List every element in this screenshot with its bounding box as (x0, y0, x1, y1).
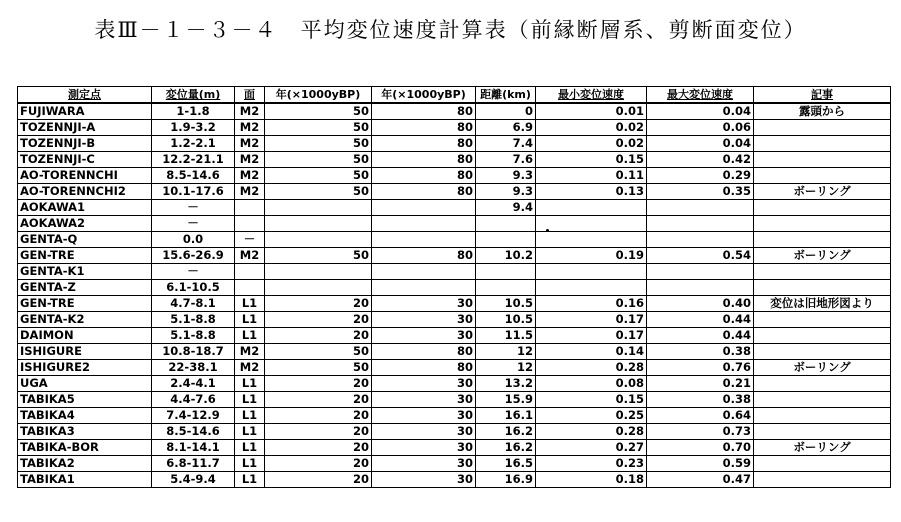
table-body (18, 103, 891, 488)
cell-age-min: 20 (265, 392, 372, 408)
cell-max-rate (647, 264, 754, 280)
cell-displacement: 4.7-8.1 (152, 296, 235, 312)
cell-max-rate: 0.38 (647, 392, 754, 408)
table-row (18, 103, 891, 120)
cell-age-min: 20 (265, 440, 372, 456)
cell-surface (235, 264, 265, 280)
cell-max-rate (647, 216, 754, 232)
cell-point: GEN-TRE (18, 248, 152, 264)
cell-age-min (265, 232, 372, 248)
cell-note (754, 136, 891, 152)
cell-note (754, 312, 891, 328)
cell-distance: 13.2 (476, 376, 536, 392)
cell-age-min: 20 (265, 472, 372, 488)
table-row (18, 456, 891, 472)
cell-displacement: － (152, 264, 235, 280)
cell-surface: L1 (235, 472, 265, 488)
cell-point: GEN-TRE (18, 296, 152, 312)
table-row (18, 296, 891, 312)
cell-min-rate: 0.15 (536, 392, 647, 408)
cell-age-max: 80 (372, 103, 476, 120)
cell-surface: L1 (235, 456, 265, 472)
cell-distance: 9.3 (476, 184, 536, 200)
cell-surface: L1 (235, 440, 265, 456)
table-row (18, 312, 891, 328)
cell-displacement: 12.2-21.1 (152, 152, 235, 168)
cell-age-min (265, 280, 372, 296)
cell-point: FUJIWARA (18, 103, 152, 120)
cell-note (754, 280, 891, 296)
cell-surface: L1 (235, 312, 265, 328)
cell-max-rate: 0.64 (647, 408, 754, 424)
cell-age-min: 50 (265, 136, 372, 152)
cell-max-rate: 0.42 (647, 152, 754, 168)
cell-age-max: 80 (372, 248, 476, 264)
cell-min-rate: 0.19 (536, 248, 647, 264)
cell-max-rate: 0.04 (647, 136, 754, 152)
cell-max-rate: 0.73 (647, 424, 754, 440)
table-row (18, 168, 891, 184)
cell-age-max: 30 (372, 296, 476, 312)
cell-displacement: 10.8-18.7 (152, 344, 235, 360)
cell-min-rate: 0.08 (536, 376, 647, 392)
cell-distance: 6.9 (476, 120, 536, 136)
cell-age-min: 50 (265, 344, 372, 360)
cell-displacement: 5.1-8.8 (152, 328, 235, 344)
col-header-notes (754, 87, 891, 104)
cell-surface: L1 (235, 296, 265, 312)
cell-displacement: － (152, 200, 235, 216)
cell-note: ボーリング (754, 184, 891, 200)
cell-distance: 16.9 (476, 472, 536, 488)
table-row (18, 264, 891, 280)
cell-age-min: 20 (265, 296, 372, 312)
table-row (18, 216, 891, 232)
cell-surface: L1 (235, 424, 265, 440)
cell-surface: L1 (235, 328, 265, 344)
cell-distance: 16.2 (476, 424, 536, 440)
cell-max-rate: 0.40 (647, 296, 754, 312)
cell-min-rate: 0.14 (536, 344, 647, 360)
cell-age-max (372, 264, 476, 280)
cell-note (754, 216, 891, 232)
table-row (18, 136, 891, 152)
cell-note (754, 408, 891, 424)
col-header-age-max (372, 87, 476, 104)
cell-max-rate (647, 232, 754, 248)
cell-age-min: 50 (265, 152, 372, 168)
cell-max-rate: 0.70 (647, 440, 754, 456)
cell-surface: M2 (235, 184, 265, 200)
cell-point: DAIMON (18, 328, 152, 344)
cell-point: AOKAWA2 (18, 216, 152, 232)
table-row (18, 392, 891, 408)
table-row (18, 184, 891, 200)
col-header-min-rate-label: 最小変位速度 (558, 88, 624, 101)
table-row (18, 408, 891, 424)
cell-point: TOZENNJI-A (18, 120, 152, 136)
cell-max-rate (647, 200, 754, 216)
cell-distance: 9.4 (476, 200, 536, 216)
cell-point: GENTA-K2 (18, 312, 152, 328)
cell-displacement: 7.4-12.9 (152, 408, 235, 424)
cell-surface: L1 (235, 392, 265, 408)
cell-age-max: 30 (372, 408, 476, 424)
page-title: 表Ⅲ－１－３－４ 平均変位速度計算表（前縁断層系、剪断面変位） (94, 18, 807, 42)
col-header-point-label: 測定点 (68, 88, 101, 101)
cell-displacement: 5.1-8.8 (152, 312, 235, 328)
cell-point: AOKAWA1 (18, 200, 152, 216)
cell-point: GENTA-Q (18, 232, 152, 248)
cell-max-rate: 0.54 (647, 248, 754, 264)
cell-min-rate (536, 280, 647, 296)
cell-min-rate: 0.28 (536, 424, 647, 440)
cell-distance (476, 216, 536, 232)
cell-point: TABIKA-BOR (18, 440, 152, 456)
cell-point: TABIKA3 (18, 424, 152, 440)
table-row (18, 344, 891, 360)
cell-point: TABIKA5 (18, 392, 152, 408)
cell-displacement: 8.1-14.1 (152, 440, 235, 456)
table-row (18, 120, 891, 136)
cell-point: TOZENNJI-B (18, 136, 152, 152)
cell-age-max: 30 (372, 376, 476, 392)
table-row (18, 200, 891, 216)
cell-min-rate: 0.02 (536, 136, 647, 152)
table-row (18, 376, 891, 392)
cell-surface: M2 (235, 120, 265, 136)
col-header-age-max-label: 年(×1000yBP) (381, 88, 466, 101)
col-header-displacement-label: 変位量(m) (165, 88, 221, 101)
header-row (18, 87, 891, 104)
cell-displacement: 5.4-9.4 (152, 472, 235, 488)
cell-min-rate (536, 264, 647, 280)
cell-age-max: 30 (372, 312, 476, 328)
cell-max-rate: 0.47 (647, 472, 754, 488)
cell-age-min: 50 (265, 184, 372, 200)
cell-surface: M2 (235, 103, 265, 120)
cell-note (754, 344, 891, 360)
cell-age-max: 30 (372, 456, 476, 472)
cell-max-rate: 0.35 (647, 184, 754, 200)
table-row (18, 280, 891, 296)
cell-age-max: 80 (372, 360, 476, 376)
cell-displacement: 22-38.1 (152, 360, 235, 376)
table-row (18, 424, 891, 440)
cell-displacement: 2.4-4.1 (152, 376, 235, 392)
cell-max-rate: 0.29 (647, 168, 754, 184)
cell-surface: L1 (235, 376, 265, 392)
cell-surface: L1 (235, 408, 265, 424)
cell-min-rate: 0.13 (536, 184, 647, 200)
cell-displacement: 8.5-14.6 (152, 424, 235, 440)
table-row (18, 248, 891, 264)
cell-displacement: 15.6-26.9 (152, 248, 235, 264)
cell-note: ボーリング (754, 360, 891, 376)
cell-distance: 11.5 (476, 328, 536, 344)
cell-distance: 0 (476, 103, 536, 120)
cell-min-rate: 0.16 (536, 296, 647, 312)
table-row (18, 232, 891, 248)
table-row (18, 152, 891, 168)
cell-age-min (265, 216, 372, 232)
cell-age-min: 20 (265, 328, 372, 344)
cell-age-max: 30 (372, 392, 476, 408)
cell-min-rate: 0.17 (536, 312, 647, 328)
cell-distance: 7.4 (476, 136, 536, 152)
cell-surface: M2 (235, 136, 265, 152)
cell-distance: 15.9 (476, 392, 536, 408)
table-row (18, 360, 891, 376)
cell-min-rate: 0.01 (536, 103, 647, 120)
cell-max-rate: 0.38 (647, 344, 754, 360)
cell-max-rate: 0.04 (647, 103, 754, 120)
cell-max-rate: 0.21 (647, 376, 754, 392)
cell-age-min: 20 (265, 424, 372, 440)
cell-min-rate: 0.18 (536, 472, 647, 488)
cell-note: 変位は旧地形図より (754, 296, 891, 312)
cell-age-max: 30 (372, 328, 476, 344)
col-header-age-min-label: 年(×1000yBP) (275, 88, 361, 101)
cell-distance: 10.5 (476, 312, 536, 328)
table-row (18, 440, 891, 456)
col-header-max-rate (647, 87, 754, 104)
cell-min-rate (536, 216, 647, 232)
cell-displacement: 1.9-3.2 (152, 120, 235, 136)
cell-age-min: 20 (265, 376, 372, 392)
cell-age-max (372, 200, 476, 216)
cell-min-rate: 0.28 (536, 360, 647, 376)
col-header-age-min (265, 87, 372, 104)
cell-surface: M2 (235, 248, 265, 264)
cell-distance: 12 (476, 360, 536, 376)
cell-distance: 16.5 (476, 456, 536, 472)
cell-age-min: 50 (265, 360, 372, 376)
cell-age-min: 50 (265, 168, 372, 184)
cell-min-rate: 0.25 (536, 408, 647, 424)
cell-note (754, 200, 891, 216)
cell-surface (235, 280, 265, 296)
cell-min-rate: 0.02 (536, 120, 647, 136)
col-header-max-rate-label: 最大変位速度 (667, 88, 733, 101)
displacement-rate-table (17, 86, 891, 488)
col-header-surface (235, 87, 265, 104)
cell-point: ISHIGURE (18, 344, 152, 360)
cell-age-max: 80 (372, 120, 476, 136)
cell-age-max (372, 280, 476, 296)
cell-max-rate (647, 280, 754, 296)
cell-displacement: 4.4-7.6 (152, 392, 235, 408)
cell-surface: － (235, 232, 265, 248)
cell-distance: 7.6 (476, 152, 536, 168)
cell-age-min: 50 (265, 103, 372, 120)
cell-displacement: 0.0 (152, 232, 235, 248)
cell-note (754, 152, 891, 168)
cell-distance: 16.2 (476, 440, 536, 456)
cell-age-max: 80 (372, 184, 476, 200)
col-header-distance-label: 距離(km) (480, 88, 531, 101)
col-header-displacement (152, 87, 235, 104)
cell-displacement: 1.2-2.1 (152, 136, 235, 152)
cell-note (754, 472, 891, 488)
cell-age-max: 80 (372, 152, 476, 168)
cell-surface: M2 (235, 360, 265, 376)
cell-age-max: 80 (372, 344, 476, 360)
cell-note (754, 376, 891, 392)
cell-note (754, 456, 891, 472)
cell-age-min (265, 264, 372, 280)
cell-point: AO-TORENNCHI2 (18, 184, 152, 200)
cell-age-max (372, 232, 476, 248)
cell-note (754, 392, 891, 408)
cell-min-rate: 0.11 (536, 168, 647, 184)
cell-distance: 10.2 (476, 248, 536, 264)
cell-note: 露頭から (754, 103, 891, 120)
cell-point: TABIKA4 (18, 408, 152, 424)
cell-point: AO-TORENNCHI (18, 168, 152, 184)
cell-note (754, 328, 891, 344)
cell-point: GENTA-Z (18, 280, 152, 296)
cell-age-min: 50 (265, 248, 372, 264)
cell-max-rate: 0.44 (647, 328, 754, 344)
cell-age-min: 20 (265, 456, 372, 472)
cell-displacement: 6.1-10.5 (152, 280, 235, 296)
cell-max-rate: 0.06 (647, 120, 754, 136)
cell-displacement: － (152, 216, 235, 232)
cell-surface (235, 216, 265, 232)
cell-max-rate: 0.76 (647, 360, 754, 376)
col-header-distance (476, 87, 536, 104)
cell-distance (476, 280, 536, 296)
cell-max-rate: 0.59 (647, 456, 754, 472)
col-header-min-rate (536, 87, 647, 104)
cell-point: TOZENNJI-C (18, 152, 152, 168)
table-row (18, 328, 891, 344)
cell-surface (235, 200, 265, 216)
cell-point: TABIKA2 (18, 456, 152, 472)
cell-distance: 12 (476, 344, 536, 360)
cell-age-min: 50 (265, 120, 372, 136)
cell-distance: 10.5 (476, 296, 536, 312)
cell-distance (476, 232, 536, 248)
cell-note (754, 120, 891, 136)
cell-displacement: 8.5-14.6 (152, 168, 235, 184)
cell-age-min: 20 (265, 408, 372, 424)
cell-min-rate (536, 200, 647, 216)
cell-age-max: 80 (372, 168, 476, 184)
cell-min-rate: 0.17 (536, 328, 647, 344)
cell-age-max (372, 216, 476, 232)
cell-min-rate: 0.23 (536, 456, 647, 472)
cell-min-rate (536, 232, 647, 248)
cell-point: TABIKA1 (18, 472, 152, 488)
col-header-surface-label: 面 (244, 88, 255, 101)
cell-note (754, 232, 891, 248)
cell-age-max: 80 (372, 136, 476, 152)
cell-distance (476, 264, 536, 280)
cell-age-min: 20 (265, 312, 372, 328)
cell-point: GENTA-K1 (18, 264, 152, 280)
cell-age-max: 30 (372, 472, 476, 488)
cell-note (754, 264, 891, 280)
cell-note: ボーリング (754, 440, 891, 456)
cell-distance: 16.1 (476, 408, 536, 424)
cell-age-max: 30 (372, 424, 476, 440)
cell-max-rate: 0.44 (647, 312, 754, 328)
cell-note (754, 424, 891, 440)
cell-note (754, 168, 891, 184)
cell-point: UGA (18, 376, 152, 392)
cell-surface: M2 (235, 168, 265, 184)
cell-displacement: 6.8-11.7 (152, 456, 235, 472)
cell-surface: M2 (235, 152, 265, 168)
cell-displacement: 1-1.8 (152, 103, 235, 120)
cell-note: ボーリング (754, 248, 891, 264)
stray-dot-mark (546, 229, 549, 232)
cell-point: ISHIGURE2 (18, 360, 152, 376)
cell-distance: 9.3 (476, 168, 536, 184)
cell-min-rate: 0.15 (536, 152, 647, 168)
col-header-notes-label: 記事 (811, 88, 833, 101)
cell-surface: M2 (235, 344, 265, 360)
cell-min-rate: 0.27 (536, 440, 647, 456)
table-row (18, 472, 891, 488)
cell-age-max: 30 (372, 440, 476, 456)
col-header-point (18, 87, 152, 104)
cell-displacement: 10.1-17.6 (152, 184, 235, 200)
cell-age-min (265, 200, 372, 216)
